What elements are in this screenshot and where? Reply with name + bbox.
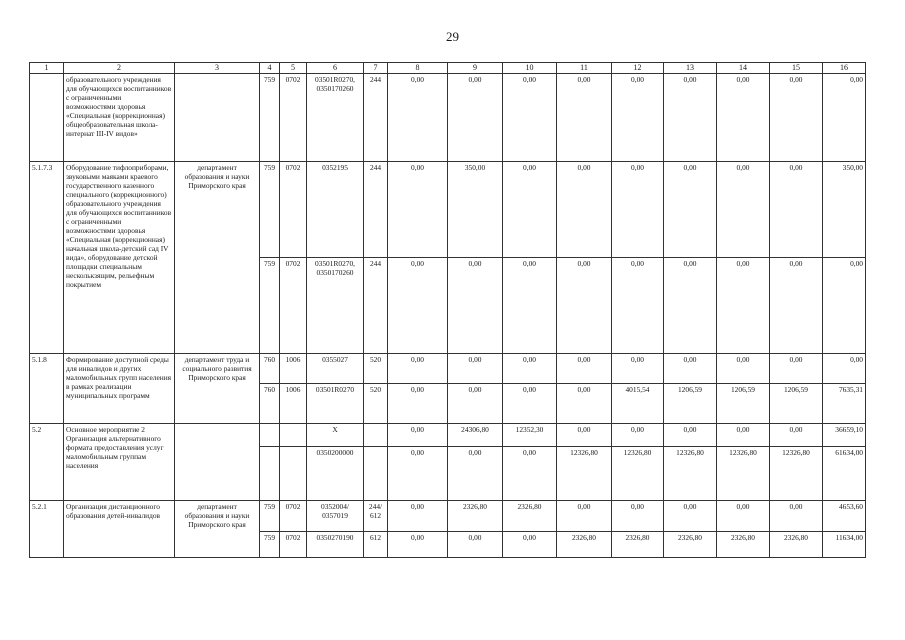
table-cell: 2326,80 bbox=[503, 500, 557, 531]
row-department bbox=[175, 73, 260, 161]
table-row bbox=[30, 161, 866, 257]
table-cell: 0,00 bbox=[388, 531, 448, 557]
page-number: 29 bbox=[446, 29, 459, 44]
row-number: 5.1.7.3 bbox=[30, 161, 64, 353]
table-cell: 0352195 bbox=[307, 161, 364, 257]
table-cell: 0,00 bbox=[448, 73, 503, 161]
table-cell: 350,00 bbox=[448, 161, 503, 257]
col-header: 5 bbox=[280, 63, 307, 74]
table-cell: 0,00 bbox=[770, 161, 823, 257]
row-department bbox=[175, 423, 260, 500]
col-header: 10 bbox=[503, 63, 557, 74]
table-cell: 0,00 bbox=[717, 423, 770, 446]
table-cell: 0,00 bbox=[612, 423, 664, 446]
table-cell: 0,00 bbox=[503, 383, 557, 423]
col-header: 6 bbox=[307, 63, 364, 74]
table-cell: 0,00 bbox=[448, 353, 503, 383]
table-cell: 244/ 612 bbox=[364, 500, 388, 531]
table-cell: 0,00 bbox=[388, 353, 448, 383]
table-cell: 24306,80 bbox=[448, 423, 503, 446]
table-cell: 0,00 bbox=[612, 500, 664, 531]
table-cell: 0,00 bbox=[717, 73, 770, 161]
table-cell: 0,00 bbox=[388, 423, 448, 446]
row-number: 5.1.8 bbox=[30, 353, 64, 423]
table-cell: 0,00 bbox=[717, 353, 770, 383]
table-cell: 1006 bbox=[280, 353, 307, 383]
table-cell: 0,00 bbox=[388, 500, 448, 531]
table-cell: 0,00 bbox=[503, 353, 557, 383]
table-cell: 0,00 bbox=[770, 500, 823, 531]
table-cell: 0,00 bbox=[503, 257, 557, 353]
table-cell: 03501R0270, 0350170260 bbox=[307, 73, 364, 161]
table-cell: 0,00 bbox=[717, 161, 770, 257]
table-cell: 0,00 bbox=[557, 423, 612, 446]
row-department: департамент образования и науки Приморского края bbox=[175, 161, 260, 353]
table-cell: 0350270190 bbox=[307, 531, 364, 557]
table-cell: 0,00 bbox=[557, 500, 612, 531]
table-cell: 0,00 bbox=[664, 500, 717, 531]
table-cell: 36659,10 bbox=[823, 423, 866, 446]
table-cell: 0,00 bbox=[823, 353, 866, 383]
table-cell: 12326,80 bbox=[664, 446, 717, 500]
table-cell: 0,00 bbox=[448, 383, 503, 423]
table-cell: 759 bbox=[260, 161, 280, 257]
table-cell: 0702 bbox=[280, 531, 307, 557]
table-cell: 0,00 bbox=[388, 257, 448, 353]
table-cell: 12326,80 bbox=[717, 446, 770, 500]
table-cell: 0,00 bbox=[448, 446, 503, 500]
table-cell: 61634,00 bbox=[823, 446, 866, 500]
table-cell: 0,00 bbox=[503, 446, 557, 500]
table-row bbox=[30, 73, 866, 161]
table-cell: 520 bbox=[364, 353, 388, 383]
table-cell: 2326,80 bbox=[770, 531, 823, 557]
col-header: 4 bbox=[260, 63, 280, 74]
table-cell: 244 bbox=[364, 257, 388, 353]
table-cell: 11634,00 bbox=[823, 531, 866, 557]
table-cell: 1206,59 bbox=[664, 383, 717, 423]
table-cell: 7635,31 bbox=[823, 383, 866, 423]
col-header: 16 bbox=[823, 63, 866, 74]
table-cell: 0,00 bbox=[664, 257, 717, 353]
table-cell: 0,00 bbox=[717, 500, 770, 531]
row-name: образовательного учреждения для обучающихся воспитанников с ограниченными возможностями здоровья «Специальная (коррекционная) общеобразовательная школа-интернат III-IV видов» bbox=[64, 73, 175, 161]
table-cell: 520 bbox=[364, 383, 388, 423]
table-cell: 03501R0270 bbox=[307, 383, 364, 423]
table-cell: 0,00 bbox=[448, 531, 503, 557]
table-cell: 0,00 bbox=[664, 353, 717, 383]
table-cell: 244 bbox=[364, 161, 388, 257]
table-cell: X bbox=[307, 423, 364, 446]
table-cell: 0,00 bbox=[770, 73, 823, 161]
table-cell bbox=[364, 446, 388, 500]
row-name: Организация дистанционного образования детей-инвалидов bbox=[64, 500, 175, 557]
table-cell: 0702 bbox=[280, 500, 307, 531]
table-cell: 2326,80 bbox=[612, 531, 664, 557]
table-cell bbox=[280, 446, 307, 500]
table-cell: 0702 bbox=[280, 257, 307, 353]
budget-table bbox=[29, 62, 866, 558]
table-cell: 0,00 bbox=[388, 383, 448, 423]
table-cell: 0,00 bbox=[612, 353, 664, 383]
col-header: 12 bbox=[612, 63, 664, 74]
table-cell: 759 bbox=[260, 257, 280, 353]
table-cell: 0,00 bbox=[612, 73, 664, 161]
table-cell: 2326,80 bbox=[448, 500, 503, 531]
table-cell: 0,00 bbox=[388, 73, 448, 161]
table-cell: 0,00 bbox=[612, 161, 664, 257]
table-cell: 0,00 bbox=[388, 446, 448, 500]
table-cell: 2326,80 bbox=[664, 531, 717, 557]
table-cell: 0,00 bbox=[448, 257, 503, 353]
table-cell: 0,00 bbox=[503, 161, 557, 257]
table-cell: 0,00 bbox=[557, 161, 612, 257]
col-header: 1 bbox=[30, 63, 64, 74]
table-cell: 4653,60 bbox=[823, 500, 866, 531]
table-cell: 759 bbox=[260, 531, 280, 557]
table-cell: 2326,80 bbox=[557, 531, 612, 557]
table-cell: 0,00 bbox=[664, 161, 717, 257]
table-cell: 0,00 bbox=[770, 353, 823, 383]
table-cell bbox=[260, 423, 280, 446]
table-cell bbox=[280, 423, 307, 446]
row-number: 5.2 bbox=[30, 423, 64, 500]
table-row bbox=[30, 423, 866, 446]
table-cell: 0,00 bbox=[503, 531, 557, 557]
table-cell: 0,00 bbox=[717, 257, 770, 353]
row-name: Оборудование тифлоприборами, звуковыми маяками краевого государственного казенного специального (коррекционного) образовательного учреждения для обучающихся воспитанников с ограниченными возможностями здоровья «Специальная (коррекционная) начальная школа-детский сад IV вида», оборудование детской площадки специальным несколькзящим, рельефным покрытием bbox=[64, 161, 175, 353]
table-cell bbox=[260, 446, 280, 500]
table-cell: 759 bbox=[260, 73, 280, 161]
col-header: 13 bbox=[664, 63, 717, 74]
row-name: Формирование доступной среды для инвалидов и других маломобильных групп населения в рамках реализации муниципальных программ bbox=[64, 353, 175, 423]
table-cell: 03501R0270, 0350170260 bbox=[307, 257, 364, 353]
table-cell: 12326,80 bbox=[557, 446, 612, 500]
table-cell: 0,00 bbox=[664, 423, 717, 446]
col-header: 14 bbox=[717, 63, 770, 74]
table-cell: 0,00 bbox=[557, 353, 612, 383]
table-cell: 0,00 bbox=[503, 73, 557, 161]
table-cell: 612 bbox=[364, 531, 388, 557]
table-cell: 0,00 bbox=[388, 161, 448, 257]
row-department: департамент образования и науки Приморского края bbox=[175, 500, 260, 557]
table-cell: 1206,59 bbox=[717, 383, 770, 423]
table-cell: 244 bbox=[364, 73, 388, 161]
col-header: 11 bbox=[557, 63, 612, 74]
col-header: 3 bbox=[175, 63, 260, 74]
table-cell: 0355027 bbox=[307, 353, 364, 383]
col-header: 8 bbox=[388, 63, 448, 74]
table-cell: 12352,30 bbox=[503, 423, 557, 446]
table-cell: 1006 bbox=[280, 383, 307, 423]
col-header: 9 bbox=[448, 63, 503, 74]
column-number-row bbox=[30, 63, 866, 74]
table-cell: 2326,80 bbox=[717, 531, 770, 557]
table-cell: 760 bbox=[260, 383, 280, 423]
col-header: 2 bbox=[64, 63, 175, 74]
table-cell: 0702 bbox=[280, 73, 307, 161]
table-cell: 0352004/ 0357019 bbox=[307, 500, 364, 531]
table-cell: 0,00 bbox=[770, 423, 823, 446]
table-row bbox=[30, 353, 866, 383]
table-cell: 0,00 bbox=[770, 257, 823, 353]
col-header: 15 bbox=[770, 63, 823, 74]
table-cell: 0350200000 bbox=[307, 446, 364, 500]
table-cell: 759 bbox=[260, 500, 280, 531]
table-cell: 0,00 bbox=[612, 257, 664, 353]
row-department: департамент труда и социального развития Приморского края bbox=[175, 353, 260, 423]
table-cell: 12326,80 bbox=[770, 446, 823, 500]
row-name: Основное мероприятие 2 Организация альтернативного формата предоставления услуг маломобильным группам населения bbox=[64, 423, 175, 500]
table-cell: 12326,80 bbox=[612, 446, 664, 500]
table-cell: 0,00 bbox=[557, 383, 612, 423]
table-cell: 0,00 bbox=[557, 257, 612, 353]
table-cell: 4015,54 bbox=[612, 383, 664, 423]
table-cell: 0,00 bbox=[823, 257, 866, 353]
table-cell: 0,00 bbox=[823, 73, 866, 161]
table-row bbox=[30, 500, 866, 531]
row-number bbox=[30, 73, 64, 161]
table-cell bbox=[364, 423, 388, 446]
table-cell: 760 bbox=[260, 353, 280, 383]
table-cell: 350,00 bbox=[823, 161, 866, 257]
table-cell: 0702 bbox=[280, 161, 307, 257]
row-number: 5.2.1 bbox=[30, 500, 64, 557]
table-cell: 0,00 bbox=[557, 73, 612, 161]
table-cell: 0,00 bbox=[664, 73, 717, 161]
col-header: 7 bbox=[364, 63, 388, 74]
table-cell: 1206,59 bbox=[770, 383, 823, 423]
